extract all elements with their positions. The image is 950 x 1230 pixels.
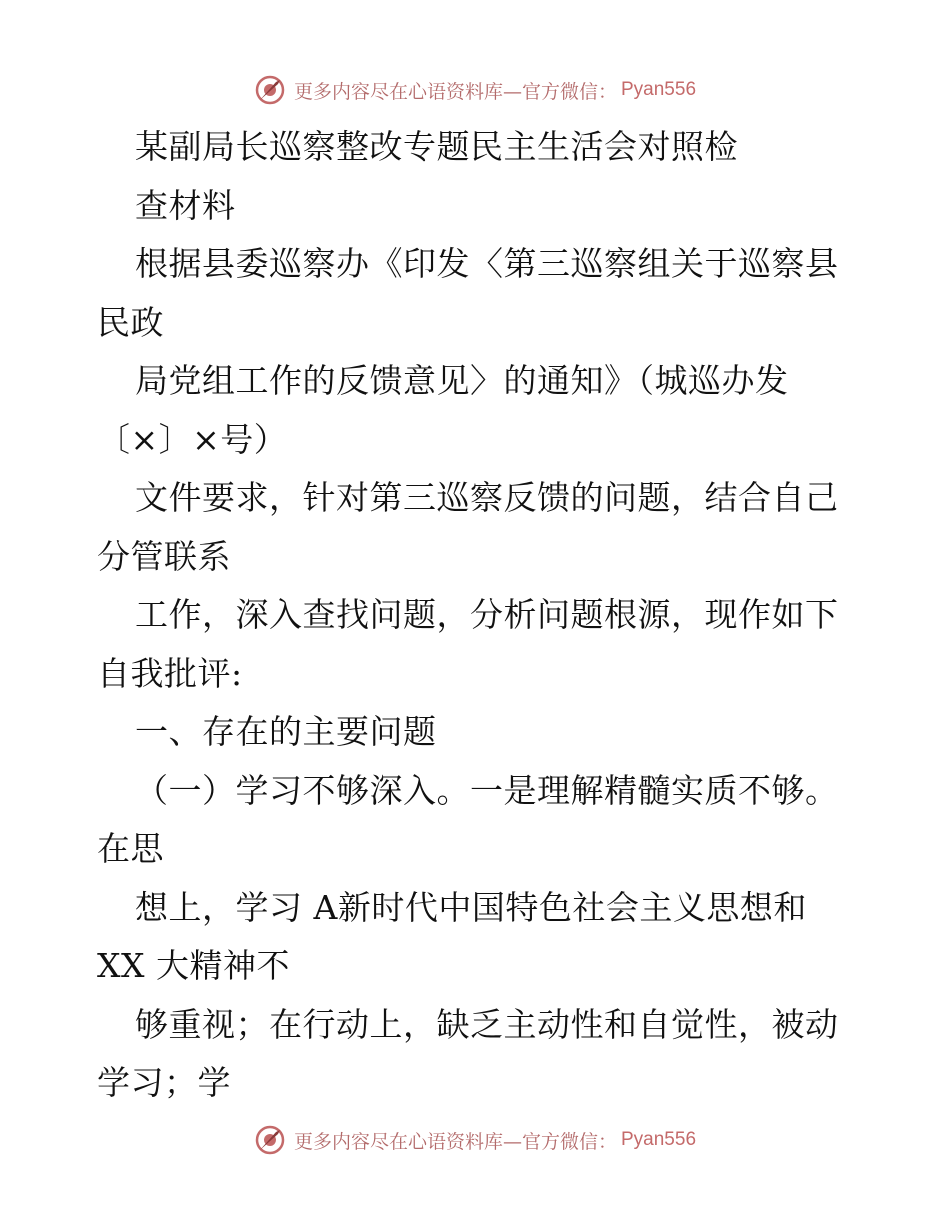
watermark-handle: Pyan556 (621, 1129, 697, 1150)
paragraph-line: XX 大精神不 (97, 946, 290, 985)
paragraph-line: 分管联系 (97, 536, 231, 576)
paragraph-line: 〔×〕×号） (97, 419, 288, 459)
watermark-text: 更多内容尽在心语资料库—官方微信： (293, 1130, 617, 1153)
paragraph-line: 工作，深入查找问题，分析问题根源，现作如下 (135, 595, 839, 634)
paragraph-line: 局党组工作的反馈意见〉的通知》（城巡办发 (135, 361, 789, 400)
paragraph-line: （一）学习不够深入。一是理解精髓实质不够。 (135, 770, 839, 810)
quill-logo-icon (254, 74, 286, 106)
paragraph-line: 自我批评: (97, 653, 243, 693)
header-watermark (0, 70, 950, 110)
paragraph-line: 学习；学 (97, 1063, 231, 1102)
paragraph-line: 够重视；在行动上，缺乏主动性和自觉性，被动 (135, 1004, 839, 1044)
paragraph-line: 根据县委巡察办《印发〈第三巡察组关于巡察县 (135, 244, 839, 283)
footer-watermark (0, 1120, 950, 1160)
paragraph-line: 想上，学习 A新时代中国特色社会主义思想和 (135, 887, 807, 927)
paragraph-line: 文件要求，针对第三巡察反馈的问题，结合自己 (135, 478, 839, 517)
paragraph-line: 民政 (97, 302, 164, 342)
title-line-2: 查材料 (135, 185, 236, 225)
quill-logo-icon (254, 1124, 286, 1156)
section-heading: 一、存在的主要问题 (135, 712, 437, 751)
watermark-handle: Pyan556 (621, 79, 697, 100)
paragraph-line: 在思 (97, 829, 164, 868)
watermark-text: 更多内容尽在心语资料库—官方微信： (293, 80, 617, 103)
document-body (97, 118, 857, 1113)
title-line-1: 某副局长巡察整改专题民主生活会对照检 (135, 127, 738, 166)
